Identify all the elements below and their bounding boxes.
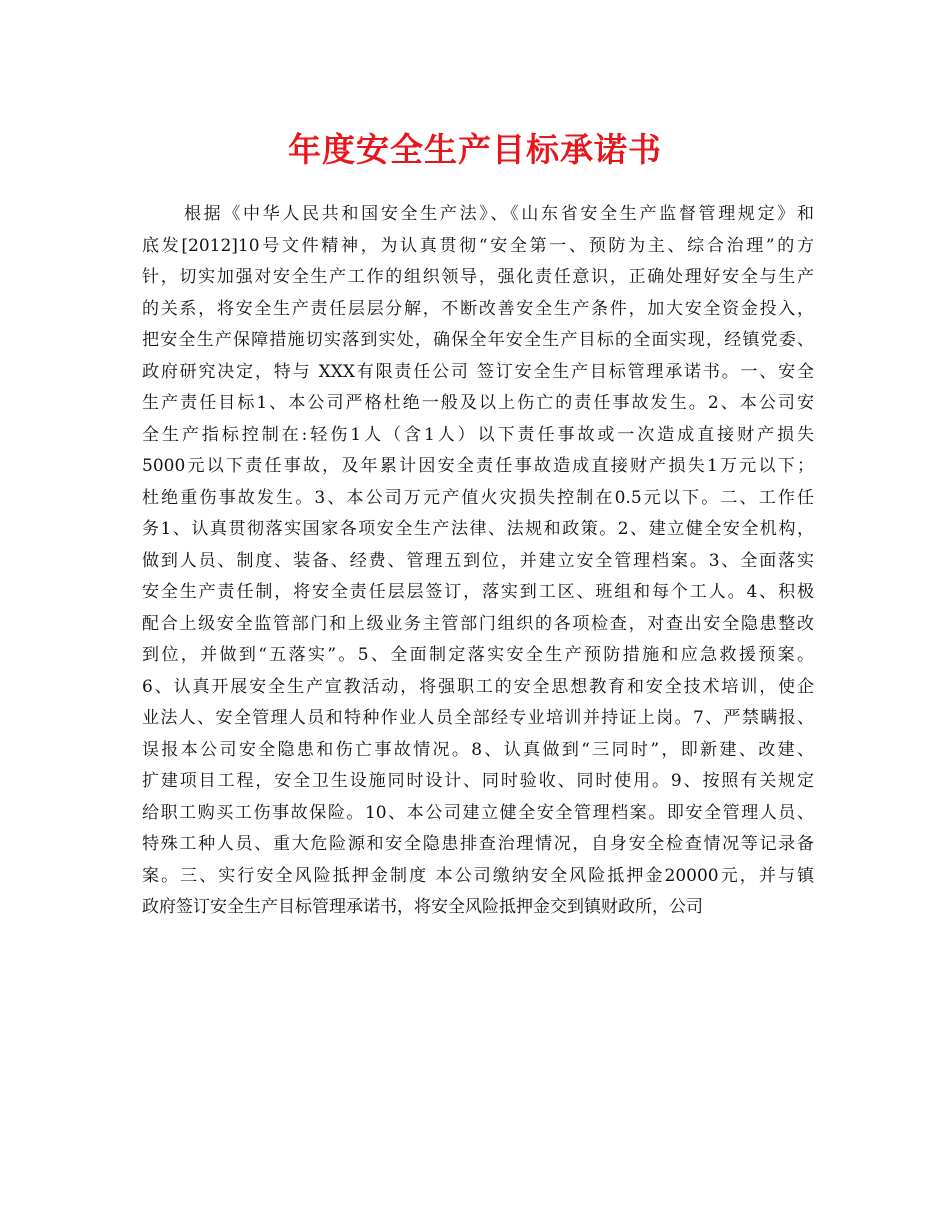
paragraph-line-last: 政府签订安全生产目标管理承诺书，将安全风险抵押金交到镇财政所，公司: [142, 897, 703, 917]
paragraph-line: 针，切实加强对安全生产工作的组织领导，强化责任意识，正确处理好安全与生产: [142, 267, 814, 287]
paragraph-line: 给职工购买工伤事故保险。10、本公司建立健全安全管理档案。即安全管理人员、: [142, 802, 814, 823]
paragraph-line: 扩建项目工程，安全卫生设施同时设计、同时验收、同时使用。9、按照有关规定: [142, 771, 814, 791]
paragraph-line: 特殊工种人员、重大危险源和安全隐患排查治理情况，自身安全检查情况等记录备: [142, 834, 814, 854]
paragraph-line: 的关系，将安全生产责任层层分解，不断改善安全生产条件，加大安全资金投入，: [142, 298, 814, 319]
paragraph-line: 底发[2012]10号文件精神，为认真贯彻“安全第一、预防为主、综合治理”的方: [142, 235, 814, 256]
paragraph-line: 配合上级安全监管部门和上级业务主管部门组织的各项检查，对查出安全隐患整改: [142, 613, 814, 634]
paragraph-line: 务1、认真贯彻落实国家各项安全生产法律、法规和政策。2、建立健全安全机构，: [142, 519, 814, 539]
paragraph-line: 全生产指标控制在:轻伤1人（含1人）以下责任事故或一次造成直接财产损失: [142, 424, 814, 445]
paragraph-line: 把安全生产保障措施切实落到实处，确保全年安全生产目标的全面实现，经镇党委、: [142, 330, 814, 350]
paragraph-line: 政府研究决定，特与 XXX有限责任公司 签订安全生产目标管理承诺书。一、安全: [142, 361, 814, 382]
paragraph-line: 6、认真开展安全生产宣教活动，将强职工的安全思想教育和安全技术培训，使企: [142, 676, 814, 697]
document-body: [142, 199, 814, 924]
paragraph-line: 误报本公司安全隐患和伤亡事故情况。8、认真做到“三同时”，即新建、改建、: [142, 739, 814, 760]
paragraph-line: 做到人员、制度、装备、经费、管理五到位，并建立安全管理档案。3、全面落实: [142, 550, 814, 571]
paragraph-line: 到位，并做到“五落实”。5、全面制定落实安全生产预防措施和应急救援预案。: [142, 645, 814, 665]
paragraph-line: 安全生产责任制，将安全责任层层签订，落实到工区、班组和每个工人。4、积极: [142, 582, 814, 602]
paragraph-line: 杜绝重伤事故发生。3、本公司万元产值火灾损失控制在0.5元以下。二、工作任: [142, 487, 814, 508]
paragraph-line: 5000元以下责任事故，及年累计因安全责任事故造成直接财产损失1万元以下；: [142, 456, 814, 476]
paragraph-line: 案。三、实行安全风险抵押金制度 本公司缴纳安全风险抵押金20000元，并与镇: [142, 865, 814, 886]
paragraph-line: 业法人、安全管理人员和特种作业人员全部经专业培训并持证上岗。7、严禁瞒报、: [142, 708, 814, 728]
document-title: 年度安全生产目标承诺书: [288, 130, 662, 169]
paragraph-line: 生产责任目标1、本公司严格杜绝一般及以上伤亡的责任事故发生。2、本公司安: [142, 393, 814, 413]
paragraph-line: 根据《中华人民共和国安全生产法》、《山东省安全生产监督管理规定》和: [184, 204, 814, 224]
